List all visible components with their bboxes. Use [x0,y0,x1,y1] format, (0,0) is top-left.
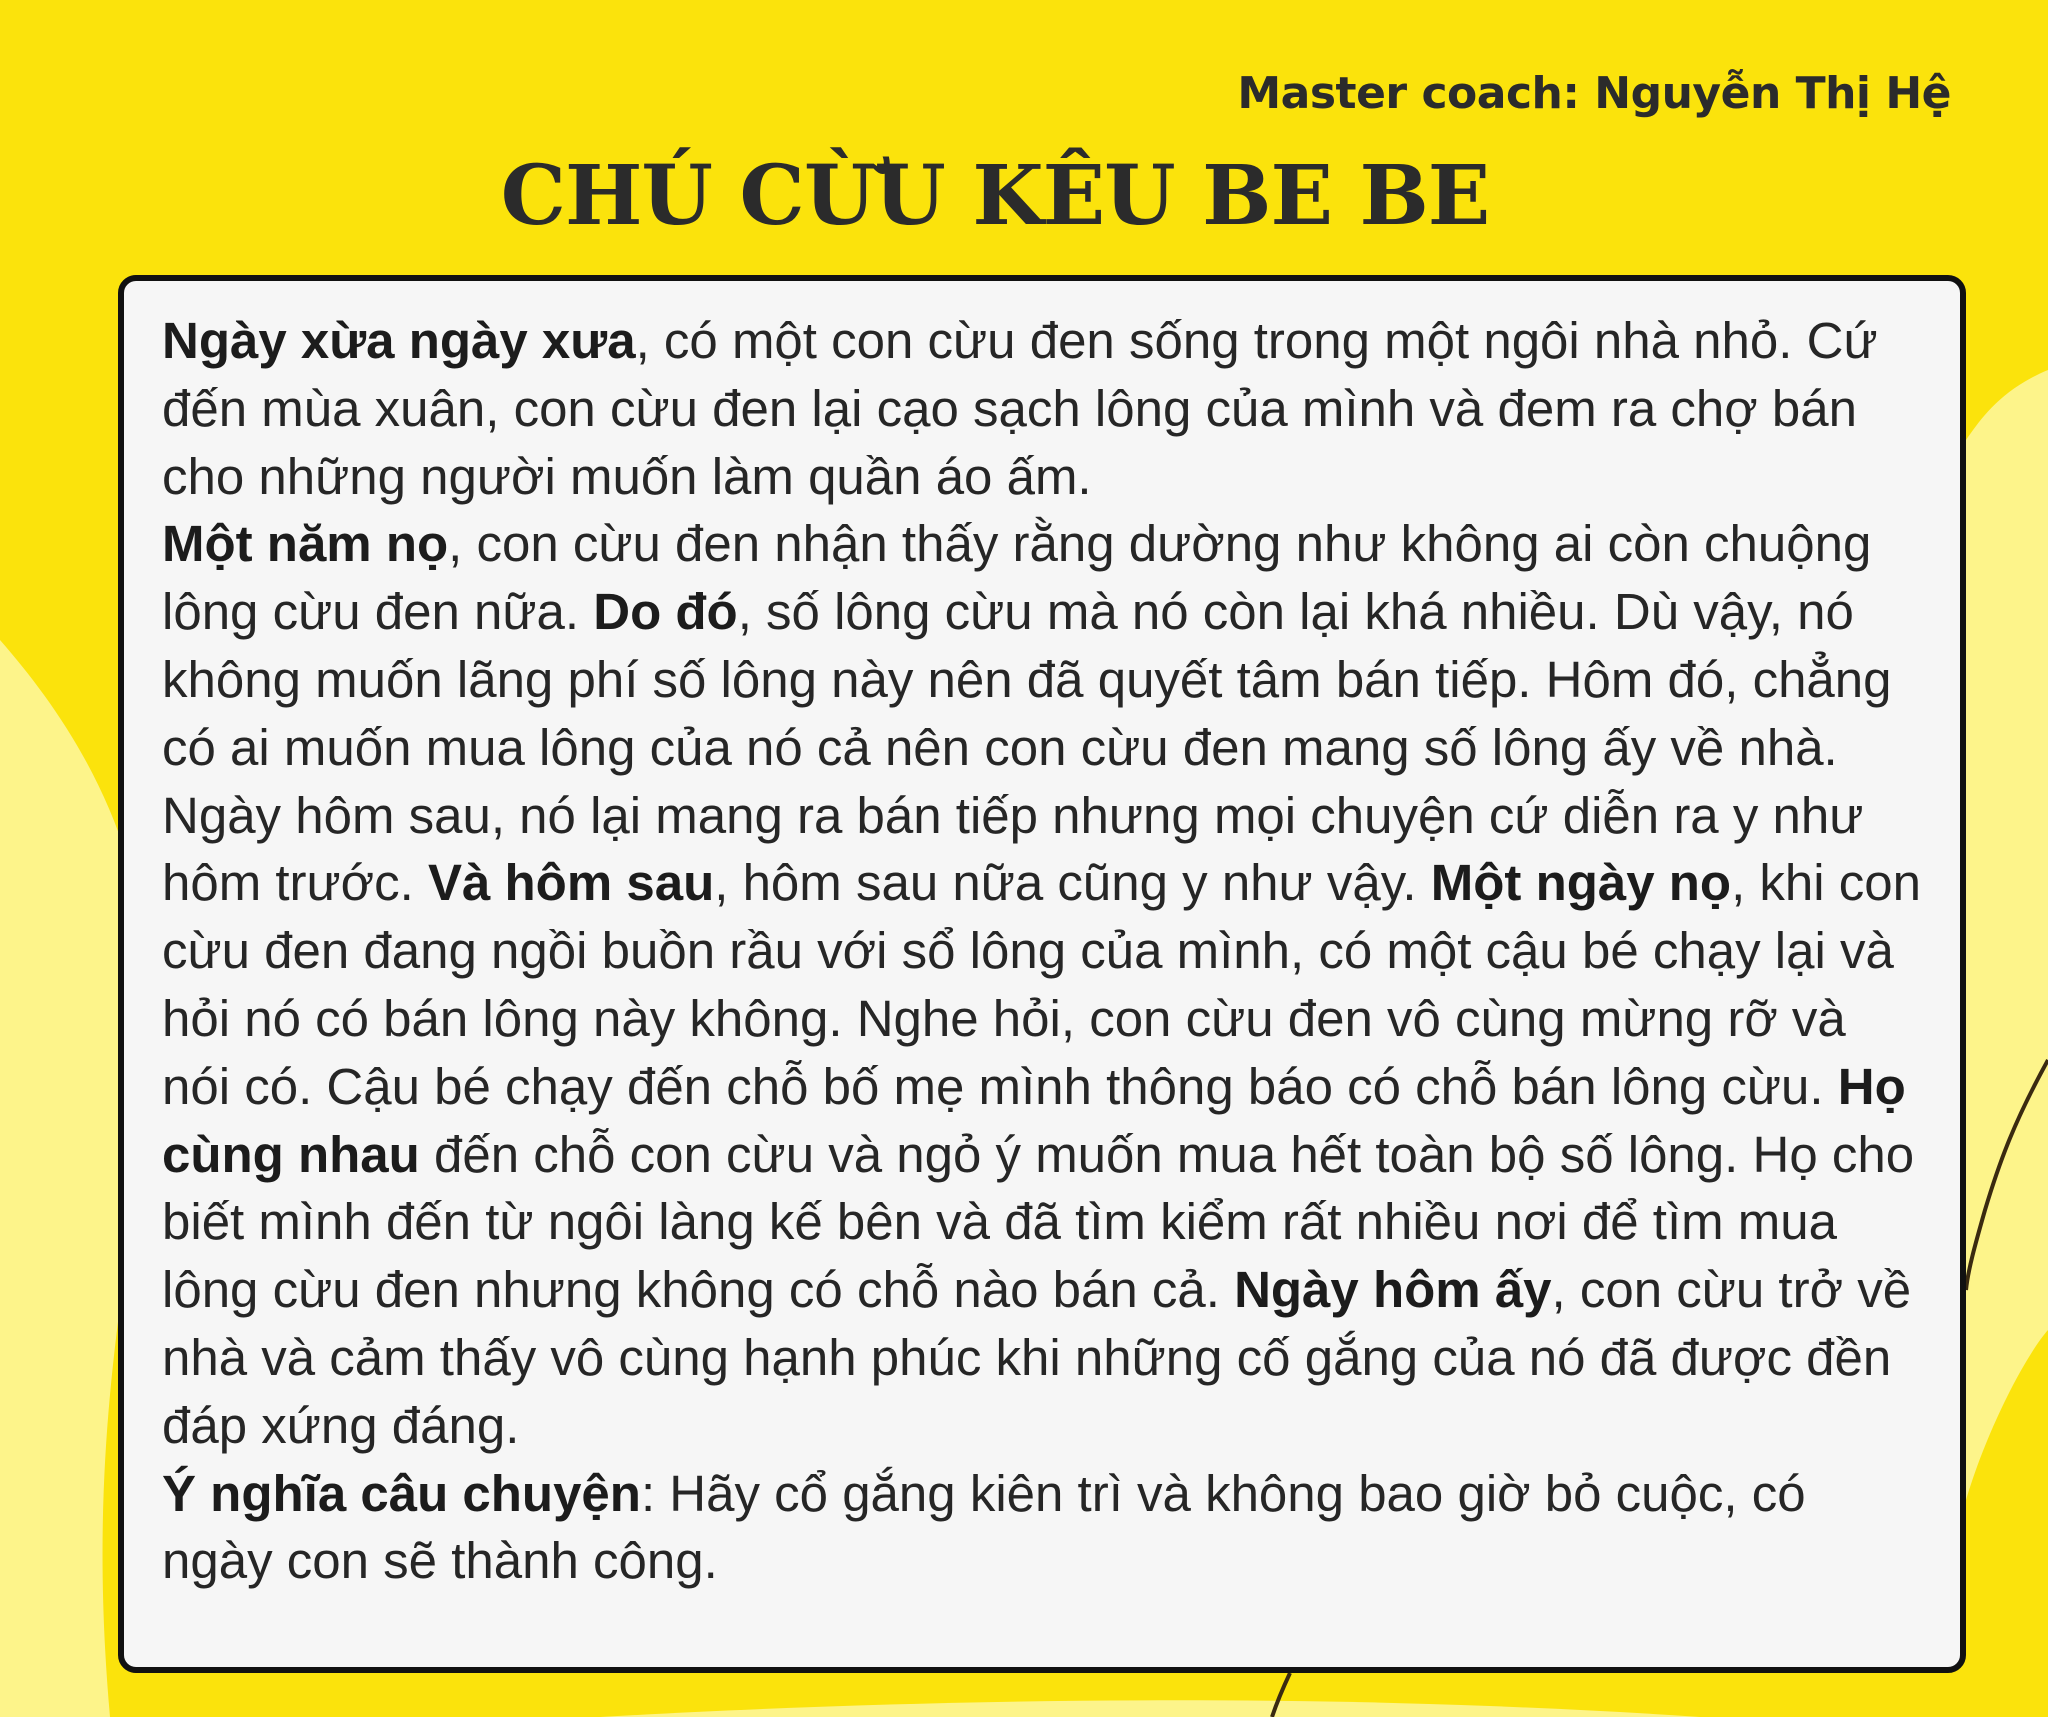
paragraph-text: , có một con cừu đen sống trong một ngôi nhà nhỏ. Cứ đến mùa xuân, con cừu đen lại cạo sạch lông của mình và đem ra chợ bán cho những người muốn làm quần áo ấm. [162,312,1878,505]
emphasis-text: Họ cùng nhau [162,1057,1906,1183]
story-paragraph-1 [162,307,1926,510]
paragraph-lead: Một năm nọ [162,515,449,573]
paragraph-lead: Ngày xừa ngày xưa [162,312,636,369]
paragraph-text: , khi con cừu đen đang ngồi buồn rầu với sổ lông của mình, có một cậu bé chạy lại và hỏi nó có bán lông này không. Nghe hỏi, con cừu đen vô cùng mừng rỡ và nói có. Cậu bé chạy đến chỗ bố mẹ mình thông báo có chỗ bán lông cừu. [162,854,1922,1115]
paragraph-text: , hôm sau nữa cũng y như vậy. [714,854,1431,912]
right-wave-shape [1966,370,2048,1500]
story-title: CHÚ CỪU KÊU BE BE [500,148,1490,244]
moral-text: : Hãy cổ gắng kiên trì và không bao giờ bỏ cuộc, có ngày con sẽ thành công. [162,1464,1806,1590]
story-moral [162,1460,1926,1596]
story-card [118,275,1966,1673]
emphasis-text: Do đó [593,583,738,641]
story-paragraph-2 [162,510,1926,1459]
coach-credit: Master coach: Nguyễn Thị Hệ [1237,68,1951,119]
moral-lead: Ý nghĩa câu chuyện [162,1464,641,1522]
paragraph-text: , con cừu trở về nhà và cảm thấy vô cùng hạnh phúc khi những cố gắng của nó đã được đền đáp xứng đáng. [162,1261,1912,1454]
paragraph-text: đến chỗ con cừu và ngỏ ý muốn mua hết toàn bộ số lông. Họ cho biết mình đến từ ngôi làng kế bên và đã tìm kiểm rất nhiều nơi để tìm mua lông cừu đen nhưng không có chỗ nào bán cả. [162,1125,1915,1319]
paragraph-text: , số lông cừu mà nó còn lại khá nhiều. Dù vậy, nó không muốn lãng phí số lông này nên đã quyết tâm bán tiếp. Hôm đó, chẳng có ai muốn mua lông của nó cả nên con cừu đen mang số lông ấy về nhà. Ngày hôm sau, nó lại mang ra bán tiếp nhưng mọi chuyện cứ diễn ra y như hôm trước. [162,583,1892,912]
paragraph-text: , con cừu đen nhận thấy rằng dường như không ai còn chuộng lông cừu đen nữa. [162,515,1872,641]
emphasis-text: Ngày hôm ấy [1234,1261,1552,1319]
emphasis-text: Một ngày nọ [1430,854,1732,912]
emphasis-text: Và hôm sau [427,854,715,912]
bottom-wave-shape [600,1700,1700,1717]
